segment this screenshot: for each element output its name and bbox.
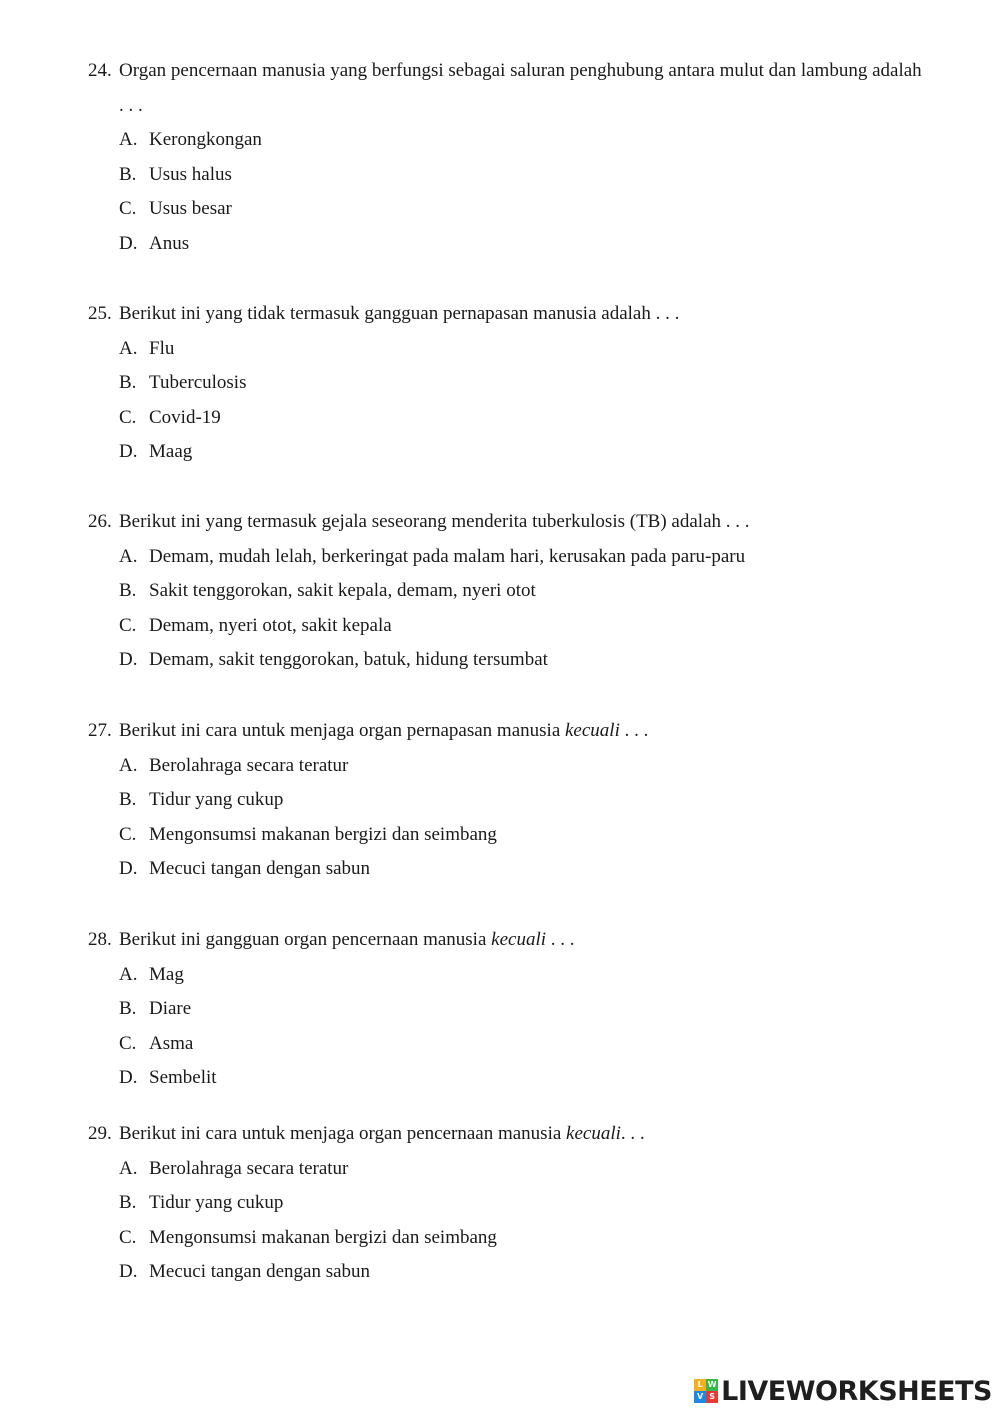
question-stem [88,505,928,540]
question-24 [88,54,928,261]
option-list [88,958,928,1096]
option-d[interactable]: D. Mecuci tangan dengan sabun [119,1261,371,1283]
option-list [88,749,928,887]
question-number: 24. [88,60,112,81]
logo-cell: S [706,1391,718,1403]
option-list [88,332,928,470]
question-number: 26. [88,511,112,532]
question-stem [88,54,928,123]
option-b[interactable]: B. Usus halus [119,163,232,185]
question-28 [88,923,928,1096]
option-a[interactable]: A. Mag [119,963,184,985]
option-a[interactable]: A. Demam, mudah lelah, berkeringat pada malam hari, kerusakan pada paru-paru [119,545,746,567]
option-c[interactable]: C. Mengonsumsi makanan bergizi dan seimbang [119,823,497,845]
option-b[interactable]: B. Tidur yang cukup [119,1192,284,1214]
question-text: Organ pencernaan manusia yang berfungsi sebagai saluran penghubung antara mulut dan lambung adalah . . . [119,60,922,116]
liveworksheets-watermark [694,1373,992,1409]
option-d[interactable]: D. Anus [119,232,190,254]
question-stem [88,1117,928,1152]
question-text: Berikut ini yang tidak termasuk gangguan pernapasan manusia adalah . . . [119,303,680,324]
question-27 [88,714,928,887]
question-number: 28. [88,929,112,950]
option-c[interactable]: C. Mengonsumsi makanan bergizi dan seimbang [119,1226,497,1248]
question-number: 25. [88,303,112,324]
option-list [88,123,928,261]
option-b[interactable]: B. Diare [119,998,192,1020]
brand-text: LIVEWORKSHEETS [721,1375,992,1407]
question-stem [88,714,928,749]
question-text: Berikut ini cara untuk menjaga organ pernapasan manusia kecuali . . . [119,720,649,741]
option-list [88,540,928,678]
option-c[interactable]: C. Covid-19 [119,406,221,428]
option-c[interactable]: C. Demam, nyeri otot, sakit kepala [119,614,392,636]
question-26 [88,505,928,678]
question-29 [88,1117,928,1290]
liveworksheets-logo-icon [694,1379,718,1403]
question-text: Berikut ini gangguan organ pencernaan manusia kecuali . . . [119,929,575,950]
option-d[interactable]: D. Mecuci tangan dengan sabun [119,858,371,880]
option-a[interactable]: A. Flu [119,337,175,359]
option-c[interactable]: C. Asma [119,1032,194,1054]
logo-cell: W [707,1380,717,1389]
option-a[interactable]: A. Berolahraga secara teratur [119,754,349,776]
option-b[interactable]: B. Tidur yang cukup [119,789,284,811]
question-stem [88,297,928,332]
question-number: 27. [88,720,112,741]
option-d[interactable]: D. Maag [119,441,193,463]
option-c[interactable]: C. Usus besar [119,198,232,220]
question-stem [88,923,928,958]
option-a[interactable]: A. Berolahraga secara teratur [119,1157,349,1179]
option-list [88,1152,928,1290]
option-b[interactable]: B. Sakit tenggorokan, sakit kepala, demam, nyeri otot [119,580,536,602]
question-number: 29. [88,1123,112,1144]
option-a[interactable]: A. Kerongkongan [119,129,262,150]
option-b[interactable]: B. Tuberculosis [119,372,247,394]
question-25 [88,297,928,470]
question-text: Berikut ini yang termasuk gejala seseorang menderita tuberkulosis (TB) adalah . . . [119,511,750,532]
option-d[interactable]: D. Demam, sakit tenggorokan, batuk, hidung tersumbat [119,649,548,671]
logo-cell: L [694,1379,706,1391]
question-text: Berikut ini cara untuk menjaga organ pencernaan manusia kecuali. . . [119,1123,645,1144]
option-d[interactable]: D. Sembelit [119,1067,217,1089]
logo-cell: V [694,1391,706,1403]
